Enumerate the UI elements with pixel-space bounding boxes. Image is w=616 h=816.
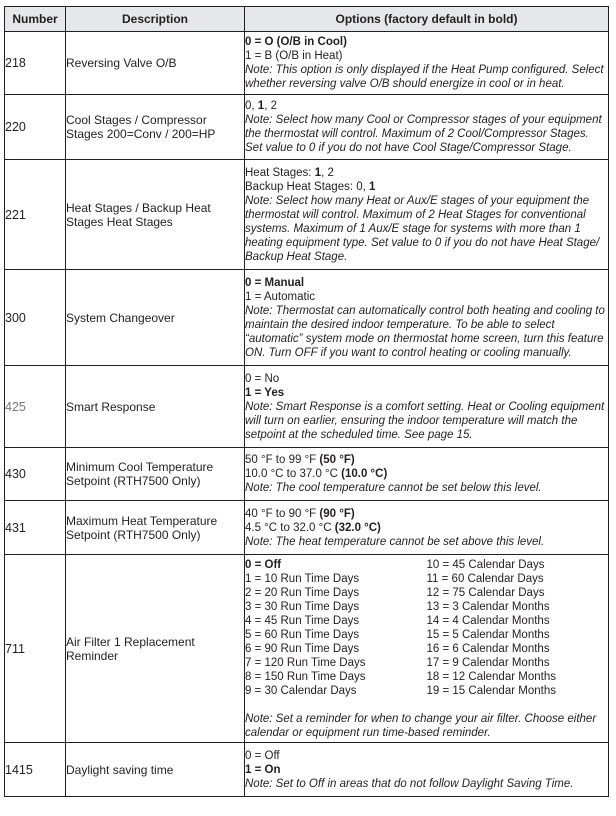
- option-note: Note: The cool temperature cannot be set below this level.: [245, 482, 542, 494]
- row-options: [245, 366, 609, 448]
- row-options: [245, 448, 609, 501]
- header-number: Number: [5, 7, 66, 32]
- option: 1 = B (O/B in Heat): [245, 50, 343, 62]
- option: 18 = 12 Calendar Months: [426, 670, 556, 683]
- option: 4 = 45 Run Time Days: [245, 614, 360, 627]
- option: 17 = 9 Calendar Months: [426, 656, 550, 669]
- option: 7 = 120 Run Time Days: [245, 656, 366, 669]
- default-option: 1: [369, 180, 376, 193]
- row-number: 431: [5, 501, 66, 555]
- row-number: 711: [5, 555, 66, 743]
- option: 0 = Off: [245, 749, 280, 762]
- row-description: Maximum Heat Temperature Setpoint (RTH7500 Only): [66, 501, 245, 555]
- option: 13 = 3 Calendar Months: [426, 600, 550, 613]
- option: 19 = 15 Calendar Months: [426, 684, 556, 697]
- option: 3 = 30 Run Time Days: [245, 600, 360, 613]
- option: 10.0 °C to 37.0 °C: [245, 468, 342, 480]
- header-options: Options (factory default in bold): [245, 7, 609, 32]
- table-row-425: [5, 366, 609, 448]
- option: 50 °F to 99 °F: [245, 454, 320, 466]
- option-note: Note: Set to Off in areas that do not follow Daylight Saving Time.: [245, 777, 574, 790]
- row-number: 430: [5, 448, 66, 501]
- option: 0,: [245, 100, 258, 112]
- header-description: Description: [66, 7, 245, 32]
- option-note: Note: Select how many Cool or Compressor stages of your equipment the thermostat will control. Maximum of 2 Cool/Compressor Stages. Set value to 0 if you do not have Cool Stage/Compressor Stage.: [245, 114, 602, 154]
- row-description: Smart Response: [66, 366, 245, 448]
- row-options: [245, 501, 609, 555]
- option: , 2: [321, 166, 334, 179]
- option: 0 = No: [245, 372, 280, 385]
- default-option: 0 = O (O/B in Cool): [245, 36, 347, 48]
- option: 8 = 150 Run Time Days: [245, 670, 366, 683]
- option: 5 = 60 Run Time Days: [245, 628, 360, 641]
- row-options: [245, 32, 609, 95]
- table-row-221: [5, 160, 609, 270]
- default-option: (50 °F): [319, 454, 355, 466]
- option: 11 = 60 Calendar Days: [426, 572, 544, 585]
- row-number: 425: [5, 366, 66, 448]
- row-description: Reversing Valve O/B: [66, 32, 245, 95]
- row-number: 300: [5, 270, 66, 366]
- default-option: 1 = Yes: [245, 386, 285, 399]
- row-description: Air Filter 1 Replacement Reminder: [66, 555, 245, 743]
- row-options: [245, 160, 609, 270]
- option: 12 = 75 Calendar Days: [426, 586, 545, 599]
- row-description: System Changeover: [66, 270, 245, 366]
- option: 10 = 45 Calendar Days: [426, 558, 545, 571]
- default-option: 1 = On: [245, 763, 281, 776]
- table-row-711: [5, 555, 609, 743]
- reminder-left-column: [245, 558, 427, 698]
- default-option: 0 = Off: [245, 558, 282, 571]
- option: 1 = 10 Run Time Days: [245, 572, 360, 585]
- option-note: Note: The heat temperature cannot be set above this level.: [245, 535, 545, 548]
- default-option: (10.0 °C): [341, 468, 388, 480]
- row-options: [245, 743, 609, 797]
- row-description: Heat Stages / Backup Heat Stages Heat Stages: [66, 160, 245, 270]
- option: Backup Heat Stages: 0,: [245, 180, 370, 193]
- row-description: Daylight saving time: [66, 743, 245, 797]
- option-note: Note: Smart Response is a comfort setting. Heat or Cooling equipment will turn on earlier, ensuring the indoor temperature will match the setpoint at the scheduled time. See page 15.: [245, 400, 605, 441]
- default-option: 0 = Manual: [245, 276, 305, 289]
- table-row-220: [5, 95, 609, 160]
- row-description: Minimum Cool Temperature Setpoint (RTH7500 Only): [66, 448, 245, 501]
- option: 4.5 °C to 32.0 °C: [245, 521, 335, 534]
- option: 15 = 5 Calendar Months: [426, 628, 550, 641]
- option-note: Note: Select how many Heat or Aux/E stages of your equipment the thermostat will control. Maximum of 2 Heat Stages for conventional systems. Maximum of 1 Aux/E stage for systems with more than 1 heating equipment type. Set value to 0 if you do not have Heat Stage/ Backup Heat Stage.: [245, 194, 600, 263]
- option: 9 = 30 Calendar Days: [245, 684, 357, 697]
- option: 40 °F to 90 °F: [245, 507, 320, 520]
- table-row-300: [5, 270, 609, 366]
- option: 1 = Automatic: [245, 290, 315, 303]
- option-note: Note: This option is only displayed if the Heat Pump configured. Select whether reversing valve O/B should energize in cool or in heat.: [245, 64, 604, 90]
- reminder-option-columns: [245, 558, 608, 698]
- row-number: 1415: [5, 743, 66, 797]
- row-options: [245, 555, 609, 743]
- table-row-431: [5, 501, 609, 555]
- row-options: [245, 95, 609, 160]
- reminder-right-column: [427, 558, 609, 698]
- default-option: 1: [314, 166, 322, 179]
- row-number: 221: [5, 160, 66, 270]
- row-options: [245, 270, 609, 366]
- option: , 2: [264, 100, 277, 112]
- default-option: (90 °F): [319, 507, 355, 520]
- options-table: [4, 6, 609, 797]
- option: 16 = 6 Calendar Months: [426, 642, 550, 655]
- table-row-430: [5, 448, 609, 501]
- option-note: Note: Set a reminder for when to change your air filter. Choose either calendar or equipment run time-based reminder.: [245, 712, 597, 739]
- option-note: Note: Thermostat can automatically control both heating and cooling to maintain the desired indoor temperature. To be able to select “automatic” system mode on thermostat home screen, turn this feature ON. Turn OFF if you want to control heating or cooling manually.: [245, 304, 605, 359]
- option: 6 = 90 Run Time Days: [245, 642, 360, 655]
- default-option: 1: [257, 100, 265, 112]
- option: 14 = 4 Calendar Months: [426, 614, 550, 627]
- row-number: 218: [5, 32, 66, 95]
- default-option: (32.0 °C): [334, 521, 381, 534]
- option: Heat Stages:: [245, 166, 315, 179]
- header-row: [5, 7, 609, 32]
- row-description: Cool Stages / Compressor Stages 200=Conv / 200=HP: [66, 95, 245, 160]
- option: 2 = 20 Run Time Days: [245, 586, 360, 599]
- table-row-1415: [5, 743, 609, 797]
- row-number: 220: [5, 95, 66, 160]
- table-row-218: [5, 32, 609, 95]
